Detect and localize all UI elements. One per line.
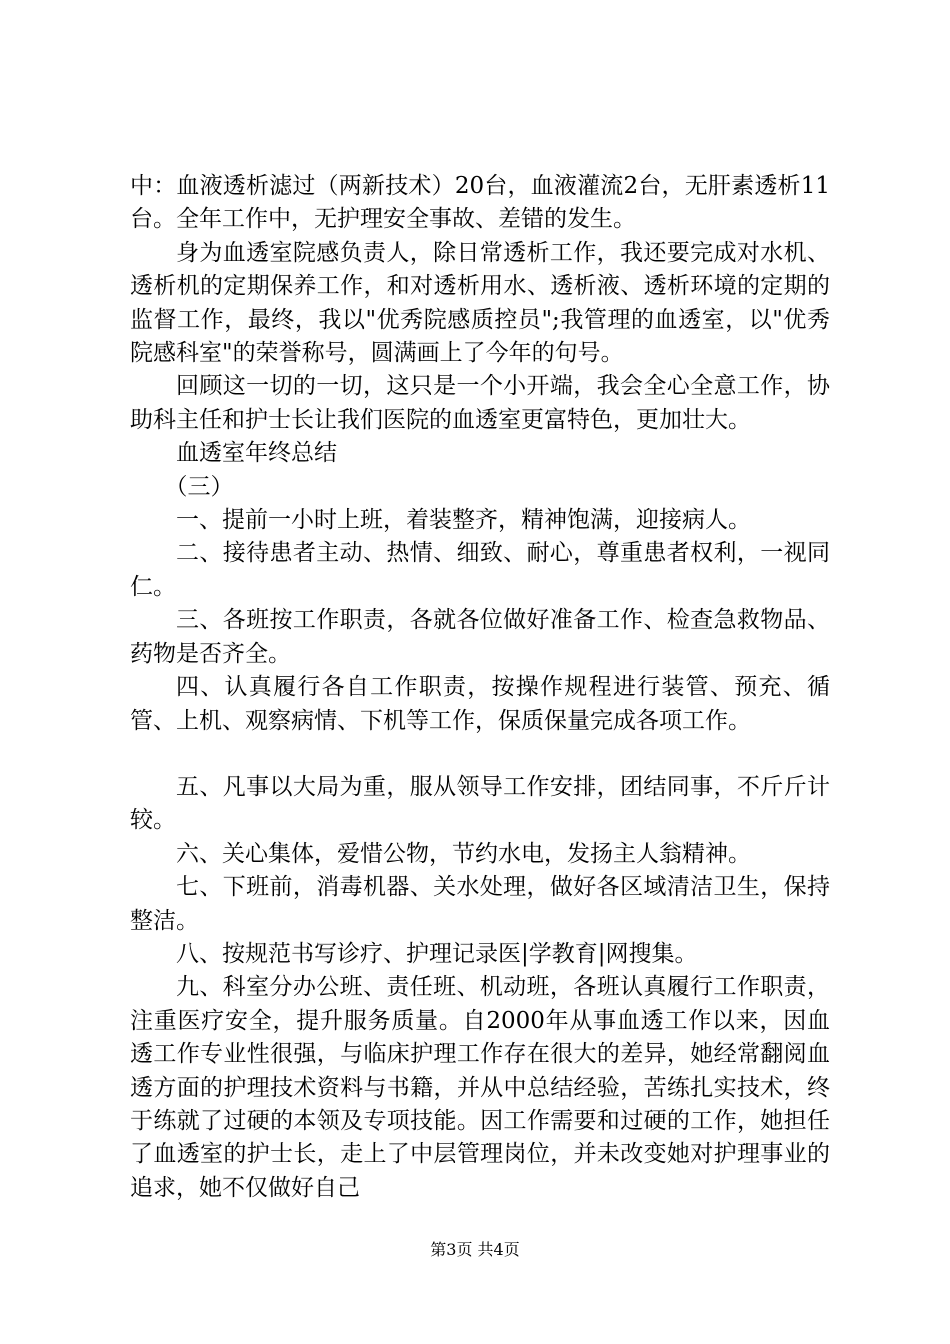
paragraph-continuation: 中：血液透析滤过（两新技术）20台，血液灌流2台，无肝素透析11台。全年工作中，无护理安全事故、差错的发生。 bbox=[130, 173, 830, 233]
page-footer: 第3页 共4页 bbox=[430, 1240, 520, 1259]
list-item-9: 九、科室分办公班、责任班、机动班，各班认真履行工作职责，注重医疗安全，提升服务质量。自2000年从事血透工作以来，因血透工作专业性很强，与临床护理工作存在很大的差异，她经常翻阅血透方面的护理技术资料与书籍，并从中总结经验，苦练扎实技术，终于练就了过硬的本领及专项技能。因工作需要和过硬的工作，她担任了血透室的护士长，走上了中层管理岗位，并未改变她对护理事业的追求，她不仅做好自己 bbox=[130, 974, 830, 1201]
list-item-6: 六、关心集体，爱惜公物，节约水电，发扬主人翁精神。 bbox=[176, 840, 751, 867]
list-item-8: 八、按规范书写诊疗、护理记录医|学教育|网搜集。 bbox=[176, 940, 698, 967]
section-title: 血透室年终总结 bbox=[176, 440, 337, 467]
list-item-4: 四、认真履行各自工作职责，按操作规程进行装管、预充、循管、上机、观察病情、下机等工作，保质保量完成各项工作。 bbox=[130, 674, 830, 734]
paragraph-infection-control: 身为血透室院感负责人，除日常透析工作，我还要完成对水机、透析机的定期保养工作，和对透析用水、透析液、透析环境的定期的监督工作，最终，我以"优秀院感质控员";我管理的血透室，以"优秀院感科室"的荣誉称号，圆满画上了今年的句号。 bbox=[130, 239, 830, 367]
list-item-3: 三、各班按工作职责，各就各位做好准备工作、检查急救物品、药物是否齐全。 bbox=[130, 607, 830, 667]
list-item-5: 五、凡事以大局为重，服从领导工作安排，团结同事，不斤斤计较。 bbox=[130, 773, 830, 834]
list-item-1: 一、提前一小时上班，着装整齐，精神饱满，迎接病人。 bbox=[176, 507, 751, 534]
paragraph-review: 回顾这一切的一切，这只是一个小开端，我会全心全意工作，协助科主任和护士长让我们医院的血透室更富特色，更加壮大。 bbox=[130, 373, 830, 433]
list-item-7: 七、下班前，消毒机器、关水处理，做好各区域清洁卫生，保持整洁。 bbox=[130, 874, 830, 934]
document-body bbox=[130, 170, 830, 1205]
section-number: （三） bbox=[164, 473, 234, 500]
list-item-2: 二、接待患者主动、热情、细致、耐心，尊重患者权利，一视同仁。 bbox=[130, 540, 830, 600]
